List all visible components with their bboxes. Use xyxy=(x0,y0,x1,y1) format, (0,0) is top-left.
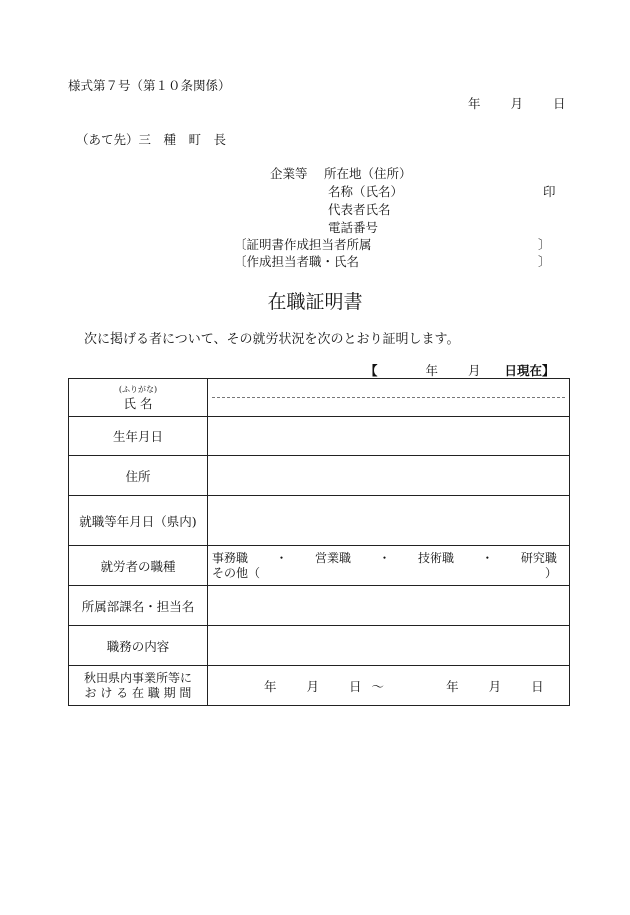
period-end-month: 月 xyxy=(488,678,502,694)
phone-label: 電話番号 xyxy=(328,220,379,235)
table-row xyxy=(69,456,570,496)
job-type-label: 就労者の職種 xyxy=(69,546,208,586)
date-line xyxy=(468,94,566,112)
employment-date-label: 就職等年月日（県内) xyxy=(69,496,208,546)
as-of-year: 年 xyxy=(425,363,439,378)
birthdate-label: 生年月日 xyxy=(69,417,208,456)
page-title: 在職証明書 xyxy=(267,291,363,313)
department-value-cell[interactable] xyxy=(208,586,570,626)
period-label-line1: 秋田県内事業所等に xyxy=(83,670,192,685)
table-row xyxy=(69,546,570,586)
duties-label: 職務の内容 xyxy=(69,626,208,666)
department-label: 所属部課名・担当名 xyxy=(69,586,208,626)
furigana-label: (ふりがな) xyxy=(118,384,158,394)
form-number: 様式第７号（第１０条関係） xyxy=(68,78,231,93)
job-option-separator: ・ xyxy=(275,550,288,565)
period-start-day: 日 xyxy=(349,678,362,694)
as-of-date xyxy=(365,361,555,379)
intro-text: 次に掲げる者について、その就労状況を次のとおり証明します。 xyxy=(84,332,460,347)
job-option-clerical[interactable]: 事務職 xyxy=(212,550,249,565)
period-tilde: 〜 xyxy=(371,678,385,694)
table-row xyxy=(69,586,570,626)
job-option-technical[interactable]: 技術職 xyxy=(417,550,454,565)
job-option-sales[interactable]: 営業職 xyxy=(314,550,351,565)
job-option-separator: ・ xyxy=(481,550,494,565)
job-options-row xyxy=(208,551,569,566)
representative-label: 代表者氏名 xyxy=(328,202,391,217)
employment-date-value-cell[interactable] xyxy=(208,496,570,546)
period-label-line2: お け る 在 職 期 間 xyxy=(84,685,192,700)
name-value-cell[interactable] xyxy=(208,379,570,417)
job-option-separator: ・ xyxy=(378,550,391,565)
employment-period-value-cell[interactable] xyxy=(208,666,570,706)
issuer-name-close: 〕 xyxy=(538,254,551,269)
address-value-cell[interactable] xyxy=(208,456,570,496)
employment-period-label xyxy=(69,666,208,706)
table-row xyxy=(69,379,570,417)
date-day: 日 xyxy=(553,96,566,111)
name-cell-label xyxy=(69,379,208,417)
name-label-text: 氏 名 xyxy=(123,395,153,411)
addressee: （あて先）三 種 町 長 xyxy=(76,132,227,147)
table-row xyxy=(69,496,570,546)
duties-value-cell[interactable] xyxy=(208,626,570,666)
period-end-year: 年 xyxy=(446,678,459,694)
date-year: 年 xyxy=(468,96,481,111)
table-row xyxy=(69,666,570,706)
issuer-name-label: 〔作成担当者職・氏名 xyxy=(234,254,360,269)
as-of-day-suffix: 日現在】 xyxy=(504,363,555,378)
job-other-close: ） xyxy=(544,565,557,580)
employment-table xyxy=(68,378,570,706)
period-start-month: 月 xyxy=(306,678,320,694)
table-row xyxy=(69,626,570,666)
table-row xyxy=(69,417,570,456)
job-option-other[interactable]: その他（ xyxy=(212,565,261,580)
job-type-value-cell[interactable] xyxy=(208,546,570,586)
furigana-divider xyxy=(212,397,565,398)
seal-mark: 印 xyxy=(543,184,556,199)
job-option-research[interactable]: 研究職 xyxy=(520,550,557,565)
as-of-open-bracket: 【 xyxy=(365,363,378,378)
birthdate-value-cell[interactable] xyxy=(208,417,570,456)
period-end-day: 日 xyxy=(531,678,544,694)
applicant-group-label: 企業等 xyxy=(270,166,308,181)
issuer-dept-label: 〔証明書作成担当者所属 xyxy=(234,237,372,252)
period-start-year: 年 xyxy=(264,678,277,694)
date-month: 月 xyxy=(510,96,524,111)
job-other-row xyxy=(208,566,569,581)
address-label: 所在地（住所） xyxy=(324,166,412,181)
as-of-month: 月 xyxy=(468,363,481,378)
issuer-dept-close: 〕 xyxy=(538,237,551,252)
address-row-label: 住所 xyxy=(69,456,208,496)
name-label: 名称（氏名） xyxy=(328,184,404,199)
